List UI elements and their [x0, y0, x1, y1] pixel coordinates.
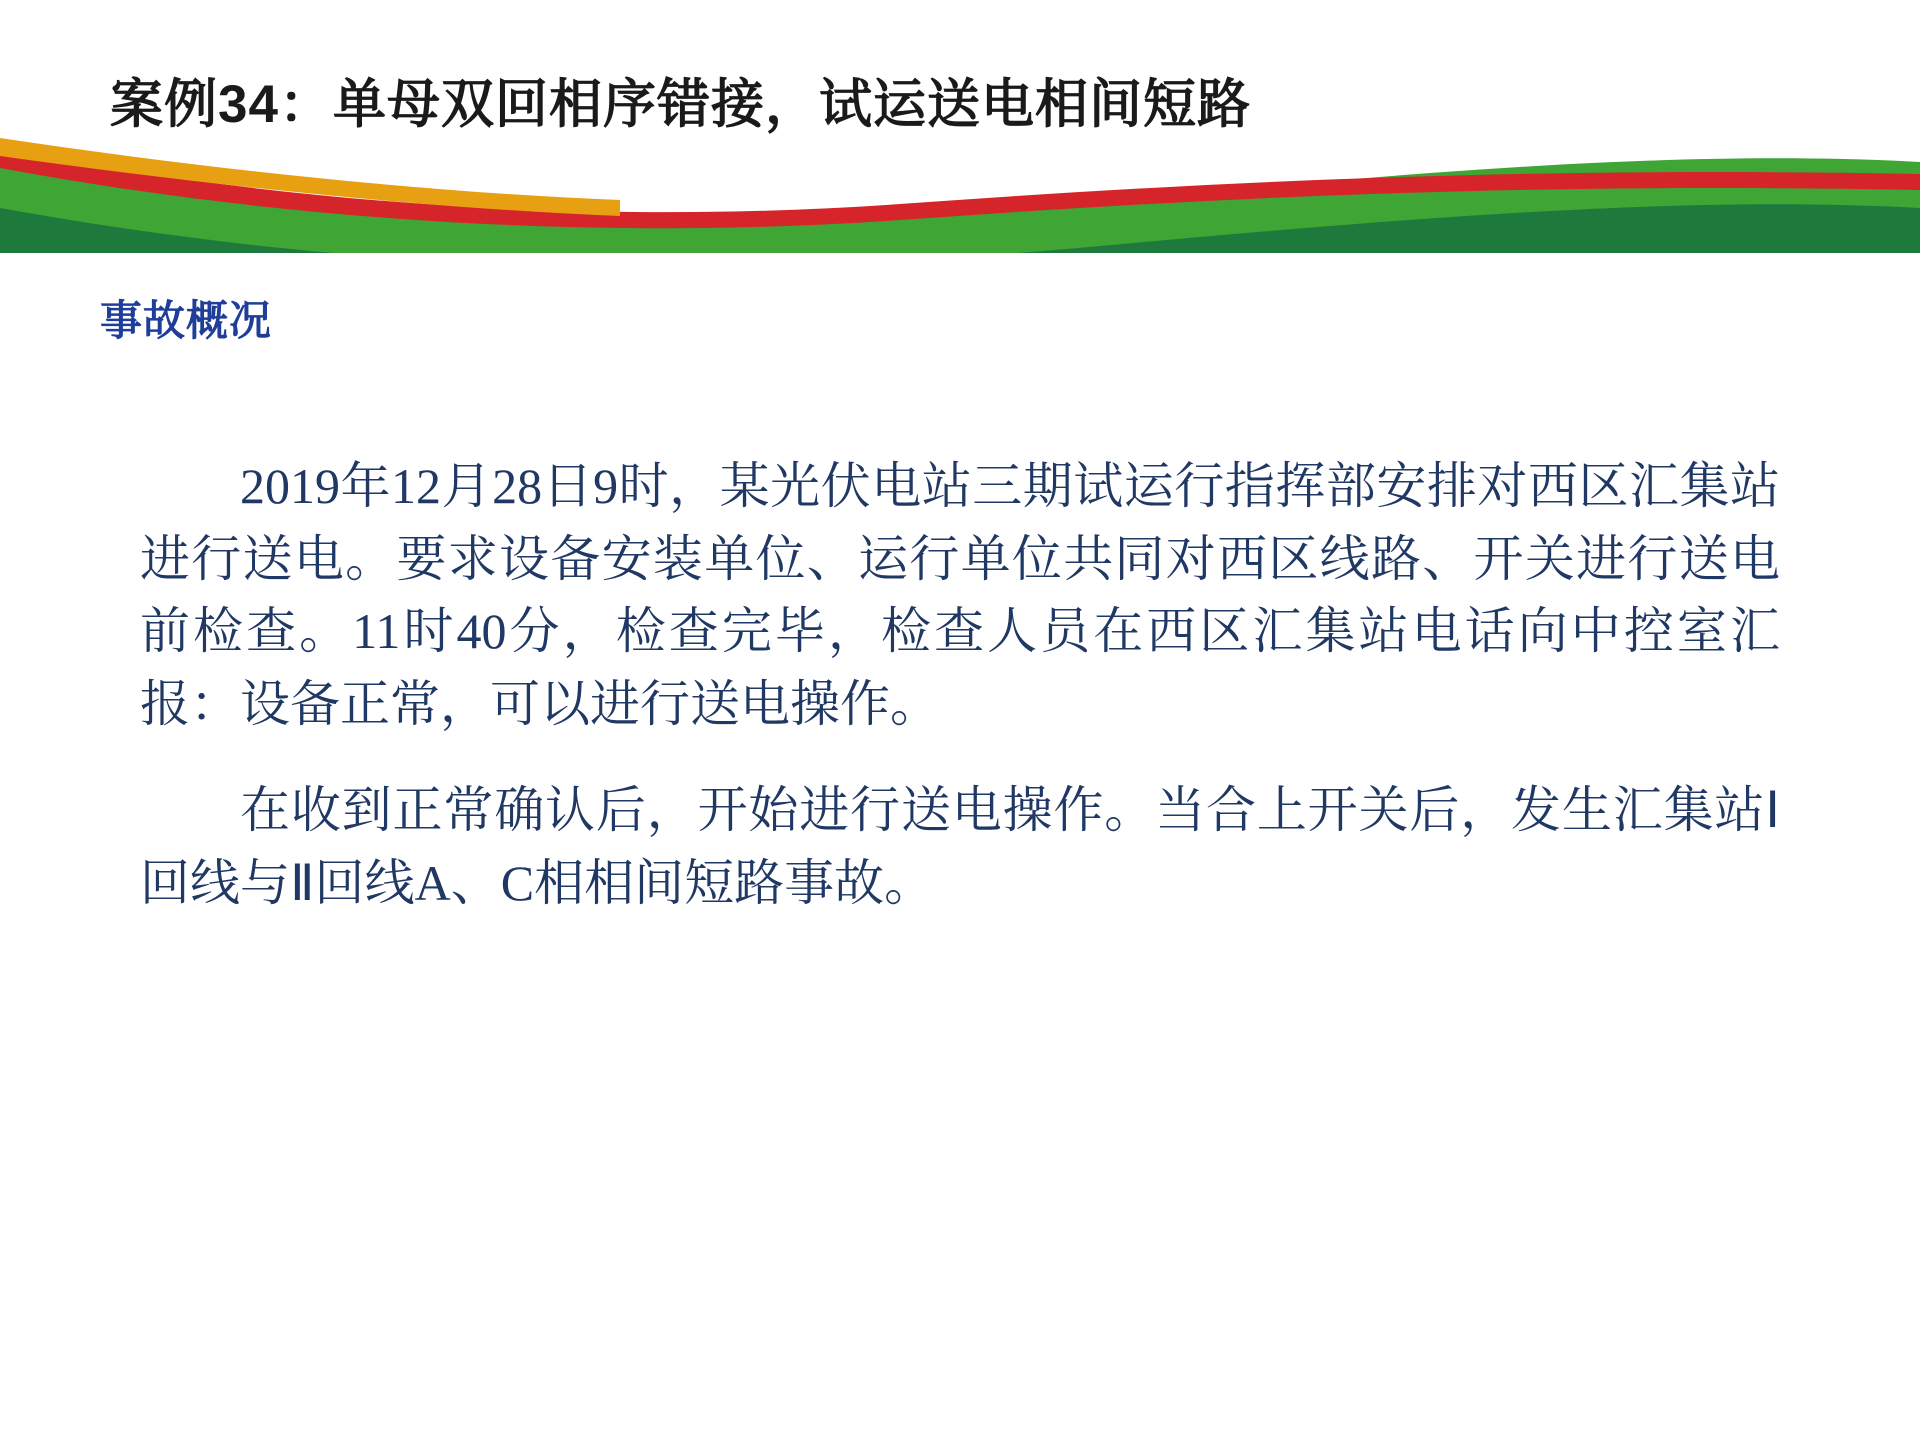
page-title: 案例34：单母双回相序错接，试运送电相间短路 — [110, 75, 1251, 134]
decorative-swoosh-graphic — [0, 138, 1920, 253]
slide-header — [0, 0, 1920, 250]
paragraph-2: 在收到正常确认后，开始进行送电操作。当合上开关后，发生汇集站Ⅰ回线与Ⅱ回线A、C相相间短路事故。 — [140, 782, 1780, 911]
body-text — [140, 450, 1780, 919]
paragraph-1: 2019年12月28日9时，某光伏电站三期试运行指挥部安排对西区汇集站进行送电。要求设备安装单位、运行单位共同对西区线路、开关进行送电前检查。11时40分，检查完毕，检查人员在西区汇集站电话向中控室汇报：设备正常，可以进行送电操作。 — [140, 458, 1780, 732]
section-heading: 事故概况 — [100, 297, 273, 344]
